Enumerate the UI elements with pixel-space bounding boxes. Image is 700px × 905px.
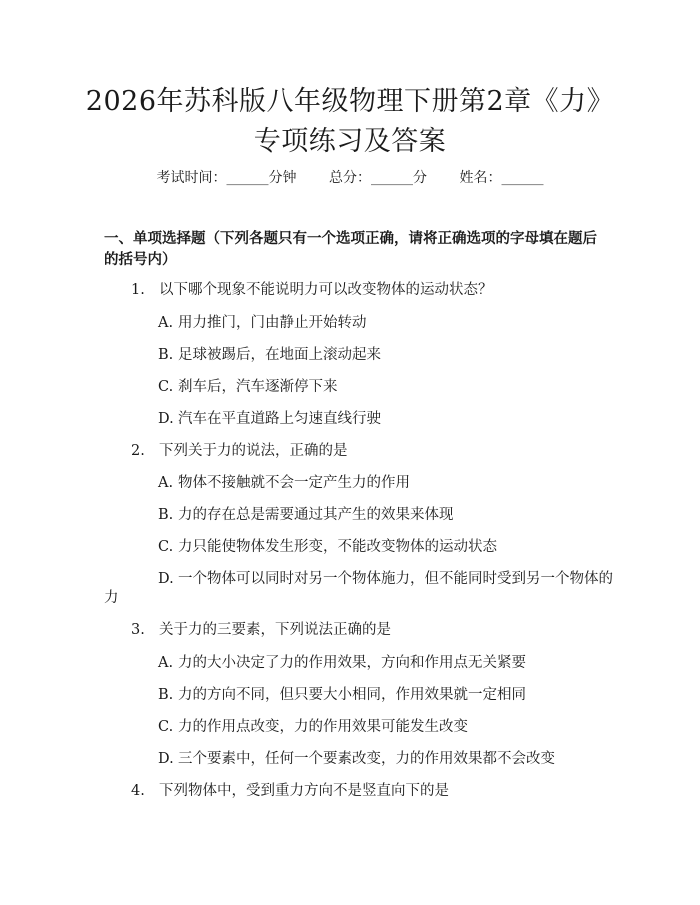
option-label: C. (158, 719, 174, 735)
option-label: A. (158, 655, 174, 671)
option-label: D. (158, 411, 174, 427)
option-text: 力的大小决定了力的作用效果，方向和作用点无关紧要 (178, 655, 526, 671)
question-3 (131, 620, 391, 641)
option-label: D. (158, 571, 174, 587)
option-text: 一个物体可以同时对另一个物体施力，但不能同时受到另一个物体的 (178, 571, 613, 587)
question-number: 2. (131, 443, 145, 459)
question-1 (131, 280, 493, 301)
title-line-2: 专项练习及答案 (253, 126, 447, 157)
question-number: 1. (131, 282, 145, 298)
option-label: A. (158, 315, 174, 331)
question-3-option-c (158, 717, 468, 738)
option-label: A. (158, 475, 174, 491)
question-3-option-b (158, 685, 526, 706)
exam-time: 考试时间：______分钟 (156, 170, 297, 186)
question-2-option-d (158, 569, 613, 590)
option-text: 用力推门，门由静止开始转动 (178, 315, 367, 331)
option-text: 力的方向不同，但只要大小相同，作用效果就一定相同 (178, 687, 526, 703)
question-text: 下列关于力的说法，正确的是 (159, 443, 348, 459)
exam-meta (0, 168, 700, 188)
option-label: B. (158, 507, 174, 523)
question-3-option-d (158, 749, 555, 770)
option-label: B. (158, 687, 174, 703)
title-line-1: 2026年苏科版八年级物理下册第2章《力》 (85, 86, 615, 117)
question-text: 下列物体中，受到重力方向不是竖直向下的是 (159, 783, 449, 799)
option-text: 足球被踢后，在地面上滚动起来 (178, 347, 381, 363)
question-1-option-d (158, 409, 381, 430)
question-1-option-a (158, 313, 367, 334)
exam-total-score: 总分：______分 (329, 170, 427, 186)
option-text: 物体不接触就不会一定产生力的作用 (178, 475, 410, 491)
question-2-option-a (158, 473, 410, 494)
question-number: 4. (131, 783, 145, 799)
option-text: 力的存在总是需要通过其产生的效果来体现 (178, 507, 454, 523)
question-text: 关于力的三要素，下列说法正确的是 (159, 622, 391, 638)
option-label: D. (158, 751, 174, 767)
student-name: 姓名：______ (459, 170, 544, 186)
question-1-option-c (158, 377, 338, 398)
option-label: B. (158, 347, 174, 363)
question-number: 3. (131, 622, 145, 638)
question-3-option-a (158, 653, 526, 674)
question-1-option-b (158, 345, 381, 366)
option-text: 三个要素中，任何一个要素改变，力的作用效果都不会改变 (178, 751, 555, 767)
option-label: C. (158, 379, 174, 395)
question-2-option-d-continuation: 力 (104, 590, 119, 606)
option-text: 刹车后，汽车逐渐停下来 (178, 379, 338, 395)
document-title (60, 82, 640, 162)
question-2 (131, 441, 348, 462)
option-label: C. (158, 539, 174, 555)
section-heading: 一、单项选择题（下列各题只有一个选项正确，请将正确选项的字母填在题后的括号内） (104, 230, 597, 268)
option-text: 力的作用点改变，力的作用效果可能发生改变 (178, 719, 468, 735)
question-4 (131, 781, 449, 802)
option-text: 汽车在平直道路上匀速直线行驶 (178, 411, 381, 427)
question-2-option-c (158, 537, 497, 558)
question-text: 以下哪个现象不能说明力可以改变物体的运动状态？ (159, 282, 493, 298)
option-text: 力只能使物体发生形变，不能改变物体的运动状态 (178, 539, 497, 555)
question-2-option-b (158, 505, 454, 526)
